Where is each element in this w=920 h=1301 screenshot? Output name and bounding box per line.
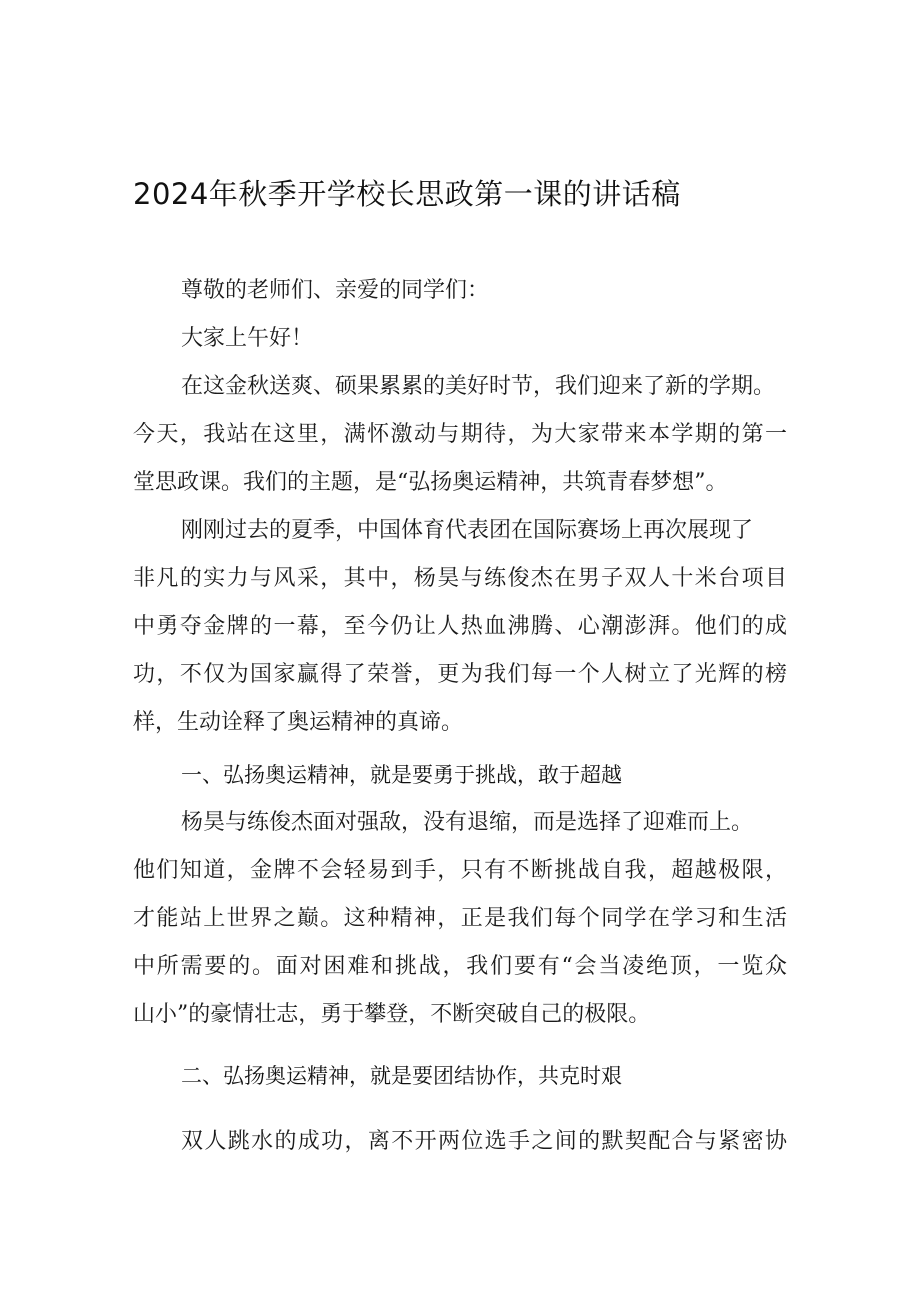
body-line: 中所需要的。面对困难和挑战，我们要有“会当凌绝顶，一览众 — [133, 954, 787, 979]
body-line: 中勇夺金牌的一幕，至今仍让人热血沸腾、心潮澎湃。他们的成 — [133, 614, 787, 639]
intro-line: 在这金秋送爽、硕果累累的美好时节，我们迎来了新的学期。 — [181, 374, 776, 399]
intro-line: 今天，我站在这里，满怀激动与期待，为大家带来本学期的第一 — [133, 422, 787, 447]
document-title: 2024年秋季开学校长思政第一课的讲话稿 — [133, 177, 681, 211]
greeting: 大家上午好！ — [181, 326, 314, 351]
section-heading: 一、弘扬奥运精神，就是要勇于挑战，敢于超越 — [181, 763, 622, 787]
body-line: 刚刚过去的夏季，中国体育代表团在国际赛场上再次展现了 — [181, 518, 754, 543]
body-line: 非凡的实力与风采，其中，杨昊与练俊杰在男子双人十米台项目 — [133, 566, 787, 591]
body-line: 杨昊与练俊杰面对强敌，没有退缩，而是选择了迎难而上。 — [181, 810, 754, 835]
section-heading: 二、弘扬奥运精神，就是要团结协作，共克时艰 — [181, 1064, 622, 1088]
body-line: 才能站上世界之巅。这种精神，正是我们每个同学在学习和生活 — [133, 906, 787, 931]
salutation: 尊敬的老师们、亲爱的同学们： — [181, 278, 490, 303]
body-line: 双人跳水的成功，离不开两位选手之间的默契配合与紧密协 — [181, 1129, 787, 1154]
body-line: 他们知道，金牌不会轻易到手，只有不断挑战自我，超越极限， — [133, 858, 787, 883]
intro-line: 堂思政课。我们的主题，是“弘扬奥运精神，共筑青春梦想”。 — [133, 470, 728, 495]
body-line: 功，不仅为国家赢得了荣誉，更为我们每一个人树立了光辉的榜 — [133, 662, 787, 687]
body-line: 山小”的豪情壮志，勇于攀登，不断突破自己的极限。 — [133, 1002, 651, 1027]
body-line: 样，生动诠释了奥运精神的真谛。 — [133, 710, 464, 735]
